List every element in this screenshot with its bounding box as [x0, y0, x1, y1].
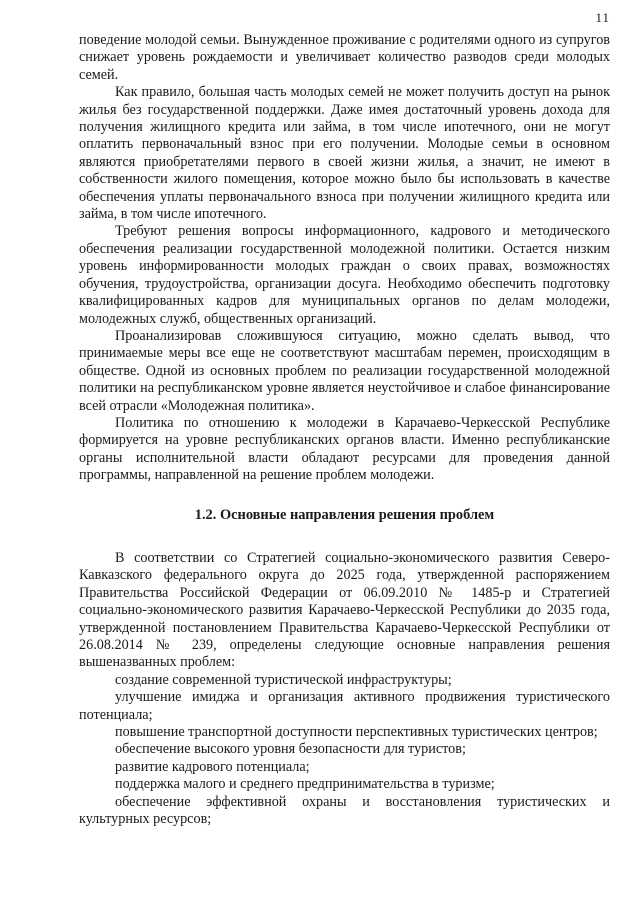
direction-item: обеспечение высокого уровня безопасности для туристов;: [115, 741, 466, 758]
page-number: 11: [595, 10, 610, 25]
direction-item: улучшение имиджа и организация активного продвижения туристического потенциала;: [79, 689, 610, 723]
page-content: [79, 32, 610, 828]
paragraph-continued: поведение молодой семьи. Вынужденное проживание с родителями одного из супругов снижает уровень рождаемости и увеличивает количество разводов среди молодых семей.: [79, 32, 610, 83]
paragraph-housing: Как правило, большая часть молодых семей не может получить доступ на рынок жилья без государственной поддержки. Даже имея достаточный уровень дохода для получения жилищного кредита или займа, в том числе ипотечного, они не могут оплатить первоначальный взнос при его получении. Молодые семьи в основном являются приобретателями первого в своей жизни жилья, а значит, не имеют в собственности жилого помещения, которое можно было бы использовать в качестве обеспечения уплаты первоначального взноса при получении жилищного кредита или займа, в том числе ипотечного.: [79, 84, 610, 223]
direction-item: создание современной туристической инфраструктуры;: [115, 671, 452, 688]
section-heading: 1.2. Основные направления решения проблем: [194, 506, 495, 523]
direction-item: развитие кадрового потенциала;: [115, 758, 310, 775]
section-intro: В соответствии со Стратегией социально-экономического развития Северо-Кавказского федерального округа до 2025 года, утвержденной распоряжением Правительства Российской Федерации от 06.09.2010 № 1485-р и Стратегией социально-экономического развития Карачаево-Черкесской Республики до 2035 года, утвержденной постановлением Правительства Карачаево-Черкесской Республики от 26.08.2014 № 239, определены следующие основные направления решения вышеназванных проблем:: [79, 549, 610, 671]
direction-item: повышение транспортной доступности перспективных туристических центров;: [115, 724, 598, 741]
direction-item: поддержка малого и среднего предпринимательства в туризме;: [115, 776, 495, 793]
direction-item: обеспечение эффективной охраны и восстановления туристических и культурных ресурсов;: [79, 793, 610, 828]
paragraph-policy: Политика по отношению к молодежи в Карачаево-Черкесской Республике формируется на уровне республиканских органов власти. Именно республиканские органы исполнительной власти обладают ресурсами для проведения данной программы, направленной на решение проблем молодежи.: [79, 414, 610, 484]
paragraph-analysis: Проанализировав сложившуюся ситуацию, можно сделать вывод, что принимаемые меры все еще не соответствуют масштабам перемен, происходящим в обществе. Одной из основных проблем по реализации государственной молодежной политики на республиканском уровне является неустойчивое и слабое финансирование всей отрасли «Молодежная политика».: [79, 327, 610, 414]
paragraph-methodology: Требуют решения вопросы информационного, кадрового и методического обеспечения реализации государственной молодежной политики. Остается низким уровень информированности молодых граждан о своих правах, возможностях обучения, трудоустройства, организации досуга. Необходимо обеспечить подготовку квалифицированных кадров для муниципальных органов по делам молодежи, молодежных служб, общественных организаций.: [79, 223, 610, 327]
